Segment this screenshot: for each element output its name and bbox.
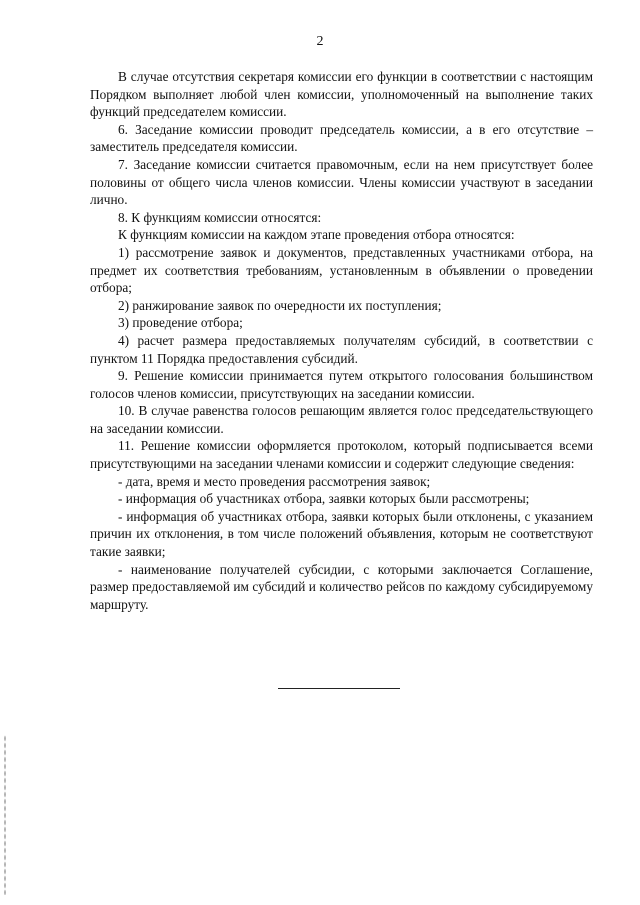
scan-margin-marks [4,735,6,895]
paragraph-item-6: 6. Заседание комиссии проводит председатель комиссии, а в его отсутствие – заместитель председателя комиссии. [90,121,593,155]
paragraph-function-2: 2) ранжирование заявок по очередности их поступления; [118,297,442,313]
list-item-rejected-participants: - информация об участниках отбора, заявки которых были отклонены, с указанием причин их отклонения, в том числе положений объявления, которым не соответствуют такие заявки; [90,508,593,560]
document-body [90,68,593,613]
list-item-recipients: - наименование получателей субсидии, с которыми заключается Соглашение, размер предоставляемой им субсидий и количество рейсов по каждому субсидируемому маршруту. [90,561,593,612]
paragraph-item-8: 8. К функциям комиссии относятся: [118,209,322,225]
paragraph-functions-intro: К функциям комиссии на каждом этапе проведения отбора относятся: [118,227,515,243]
list-item-date-time-place: - дата, время и место проведения рассмотрения заявок; [118,473,431,489]
paragraph-secretary-substitute: В случае отсутствия секретаря комиссии его функции в соответствии с настоящим Порядком выполняет любой член комиссии, уполномоченный на выполнение таких функций председателем комиссии. [90,69,593,120]
paragraph-item-7: 7. Заседание комиссии считается правомочным, если на нем присутствует более половины от общего числа членов комиссии. Члены комиссии участвуют в заседании лично. [90,156,593,208]
paragraph-item-9: 9. Решение комиссии принимается путем открытого голосования большинством голосов членов комиссии, присутствующих на заседании комиссии. [90,368,593,401]
paragraph-item-11: 11. Решение комиссии оформляется протоколом, который подписывается всеми присутствующими на заседании членами комиссии и содержит следующие сведения: [90,438,593,472]
paragraph-function-4: 4) расчет размера предоставляемых получателям субсидий, в соответствии с пунктом 11 Порядка предоставления субсидий. [90,332,593,366]
page-number: 2 [316,34,324,49]
paragraph-function-1: 1) рассмотрение заявок и документов, представленных участниками отбора, на предмет их соответствия требованиям, установленным в объявлении о проведении отбора; [90,244,593,296]
list-item-reviewed-participants: - информация об участниках отбора, заявки которых были рассмотрены; [118,491,530,507]
end-separator-line [278,688,400,689]
paragraph-item-10: 10. В случае равенства голосов решающим является голос председательствующего на заседании комиссии. [90,403,593,436]
paragraph-function-3: 3) проведение отбора; [118,315,243,331]
